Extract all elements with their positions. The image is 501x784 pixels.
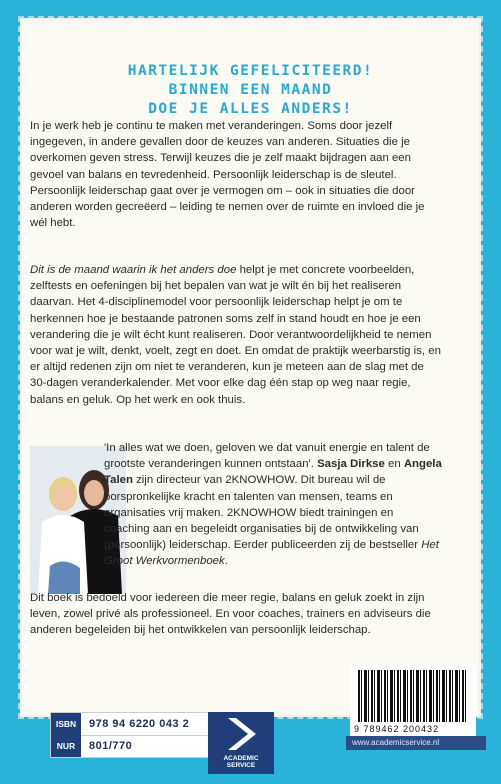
publisher-website: www.academicservice.nl [346, 736, 486, 750]
description-paragraph [30, 262, 442, 408]
quote-text: 'In alles wat we doen, geloven we dat vanuit energie en talent de grootste veranderingen kunnen ontstaan'. [104, 442, 430, 471]
intro-paragraph: In je werk heb je continu te maken met veranderingen. Soms door jezelf ingegeven, in andere gevallen door de keuzes van anderen. Situaties die je overkomen geven stress. Terwijl keuzes die je zelf maakt bijdragen aan een gevoel van balans en tevredenheid. Persoonlijk leiderschap is de sleutel. Persoonlijk leiderschap gaat over je vermogen om – ook in situaties die door anderen worden gecreëerd – leiding te nemen over de ruimte en invloed die je wél hebt. [30, 120, 425, 230]
headline [22, 62, 479, 119]
headline-line-2: BINNEN EEN MAAND [168, 82, 333, 98]
authors-paragraph [104, 440, 442, 570]
chevron-right-icon [208, 712, 274, 756]
isbn-value: 978 94 6220 043 2 [89, 718, 190, 730]
barcode-bars [358, 670, 468, 722]
barcode-number: 9 789462 200432 [354, 724, 440, 734]
isbn-info-box [50, 712, 228, 758]
authors-bio: zijn directeur van 2KNOWHOW. Dit bureau wil de oorspronkelijke kracht en talenten van mensen, teams en organisaties vrij maken. 2KNOWHOW biedt trainingen en coaching aan en begeleidt organisaties bij de ontwikkeling van (persoonlijk) leiderschap. Eerder publiceerden zij de bestseller [104, 474, 422, 552]
barcode [350, 666, 476, 738]
publisher-name [208, 755, 274, 769]
audience-paragraph: Dit boek is bedoeld voor iedereen die meer regie, balans en geluk zoekt in zijn leven, zowel privé als professioneel. En voor coaches, trainers en adviseurs die anderen begeleiden bij het ontwikkelen van persoonlijk leiderschap. [30, 592, 431, 637]
isbn-row [51, 713, 227, 736]
author-name-1: Sasja Dirkse [317, 458, 385, 471]
publisher-name-line-2: SERVICE [226, 762, 256, 769]
publisher-name-line-1: ACADEMIC [223, 755, 259, 762]
nur-value: 801/770 [89, 740, 133, 752]
author-name-2: Angela Talen [104, 458, 442, 487]
book-title-inline: Dit is de maand waarin ik het anders doe [30, 264, 237, 276]
isbn-label: ISBN [51, 713, 81, 735]
nur-label: NUR [51, 735, 81, 757]
headline-line-1: HARTELIJK GEFELICITEERD! [127, 63, 374, 79]
headline-line-3: DOE JE ALLES ANDERS! [148, 101, 353, 117]
previous-book-title: Het Groot Werkvormenboek [104, 539, 439, 568]
nur-row [51, 735, 227, 757]
publisher-logo [208, 712, 274, 774]
description-text: helpt je met concrete voorbeelden, zelftests en oefeningen bij het bepalen van wat je wilt én bij het realiseren daarvan. Het 4-disciplinemodel voor persoonlijk leiderschap helpt je om te herkennen hoe je bestaande patronen soms zelf in stand houdt en hoe je een verandering die je wilt écht kunt realiseren. Door verantwoordelijkheid te nemen voor wat je wilt, denkt, voelt, zegt en doet. En omdat de praktijk weerbarstig is, en er altijd redenen zijn om niet te veranderen, kun je meteen aan de slag met de 30-dagen veranderkalender. Met voor elke dag één stap op weg naar regie, balans en geluk. Op het werk en ook thuis. [30, 264, 441, 406]
period-text: . [224, 555, 228, 568]
conjunction-text: en [384, 458, 404, 471]
